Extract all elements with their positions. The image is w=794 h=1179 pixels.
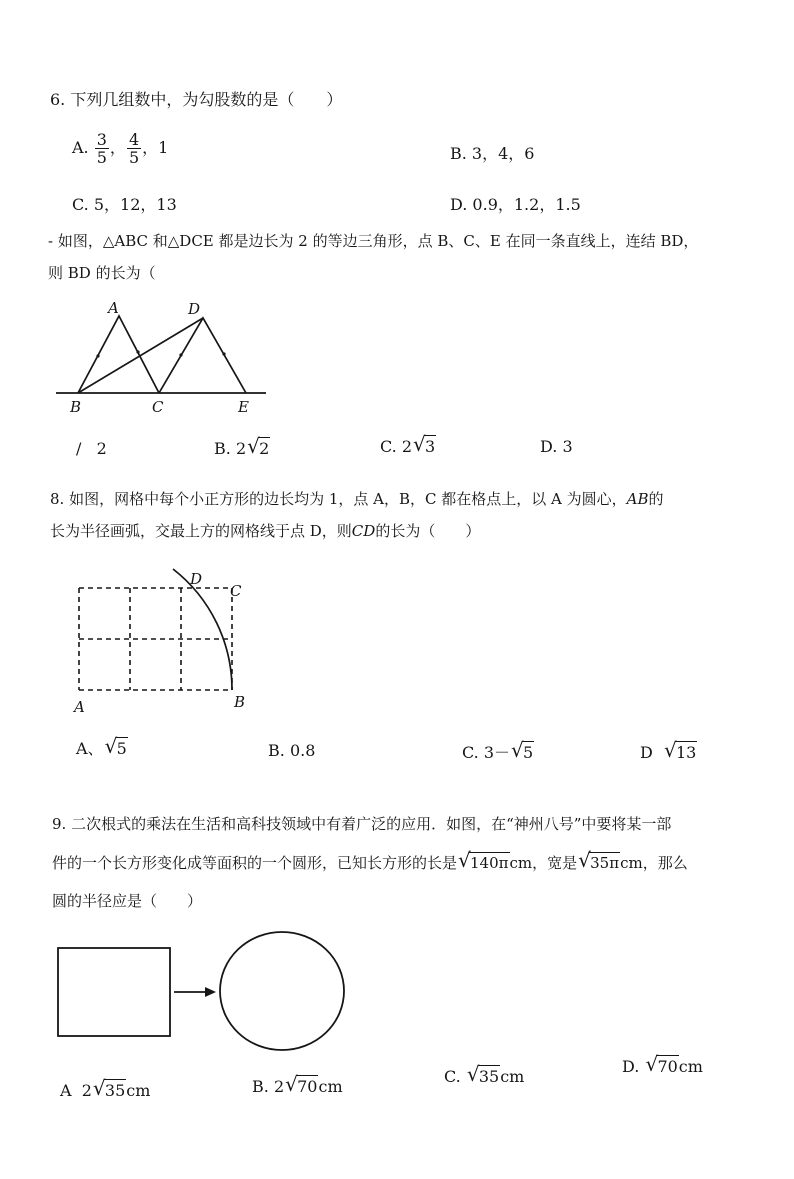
q8-option-b: B. 0.8 [268, 741, 316, 760]
q9-option-b: B. 2 √ 70cm [252, 1072, 343, 1096]
q9-stem-line1: 9. 二次根式的乘法在生活和高科技领域中有着广泛的应用．如图，在“神州八号”中要将某一部 [52, 815, 672, 833]
q6-stem: 6. 下列几组数中，为勾股数的是（ ） [50, 90, 343, 109]
q8-option-c: C. 3－ √ 5 [462, 738, 534, 762]
radical: √ 140π [458, 848, 509, 872]
radical: √ 5 [104, 734, 127, 758]
label-e: E [238, 398, 249, 416]
radical: √ 35π [578, 848, 620, 872]
q6-option-b: B. 3，4，6 [450, 144, 535, 163]
q7-option-a: / 2 [76, 439, 107, 458]
q7-stem-line2: 则 BD 的长为（ [48, 264, 156, 282]
radical: √ 35 [466, 1062, 500, 1086]
fraction: $\frac{4}{5}$ [128, 130, 140, 167]
tick-mark [179, 353, 182, 356]
radical: √ 2 [247, 434, 270, 458]
label-d: D [188, 300, 201, 318]
fraction: $\frac{3}{5}$ [96, 130, 107, 167]
q9-stem-line2: 件的一个长方形变化成等面积的一个圆形，已知长方形的长是 √ 140πcm，宽是 √ 35πcm，那么 [52, 848, 688, 872]
q8-option-a: A、 √ 5 [76, 734, 127, 758]
q7-option-c: C. 2 √ 3 [380, 432, 436, 456]
label-b: B [234, 693, 246, 711]
radical: √ 3 [413, 432, 436, 456]
q9-stem-line3: 圆的半径应是（ ） [52, 892, 203, 910]
arrow-right-icon [205, 987, 216, 997]
circle [220, 932, 344, 1050]
q8-option-d: D √ 13 [640, 738, 697, 762]
triangle-abc [78, 316, 159, 393]
radical: √ 70 [645, 1052, 678, 1076]
q7-option-b: B. 2 √ 2 [214, 434, 270, 458]
option-letter: A. [72, 138, 89, 157]
q7-option-d: D. 3 [540, 437, 573, 456]
arc [173, 569, 232, 690]
rectangle [58, 948, 170, 1036]
q7-triangle-figure [48, 294, 278, 418]
triangle-dce [159, 318, 246, 393]
tick-mark [96, 354, 99, 357]
radical: √ 5 [511, 738, 534, 762]
q9-rectangle-circle-figure [52, 930, 352, 1054]
q6-option-a: A. $\frac{3}{5}$ ， $\frac{4}{5}$ ，1 [72, 130, 169, 167]
radical: √ 13 [664, 738, 697, 762]
tick-mark [222, 352, 225, 355]
label-c: C [230, 582, 242, 600]
label-b: B [70, 398, 82, 416]
label-a: A [74, 698, 85, 716]
grid [79, 588, 232, 690]
q9-option-a: A 2 √ 35cm [60, 1076, 151, 1100]
q7-stem-line1: ‐ 如图，△ABC 和△DCE 都是边长为 2 的等边三角形，点 B、C、E 在同一条直线上，连结 BD， [48, 232, 699, 250]
q8-stem-line2: 长为半径画弧，交最上方的网格线于点 D，则CD的长为（ ） [50, 522, 481, 540]
q8-stem-line1: 8. 如图，网格中每个小正方形的边长均为 1，点 A，B，C 都在格点上，以 A 为圆心，AB的 [50, 490, 664, 508]
radical: √ 70 [285, 1072, 318, 1096]
q9-option-d: D. √ 70cm [622, 1052, 703, 1076]
label-d: D [190, 570, 203, 588]
q6-option-c: C. 5，12，13 [72, 195, 177, 214]
label-a: A [108, 299, 119, 317]
label-c: C [152, 398, 164, 416]
q9-option-c: C. √ 35cm [444, 1062, 525, 1086]
radical: √ 35 [92, 1076, 126, 1100]
q6-option-d: D. 0.9，1.2，1.5 [450, 195, 581, 214]
q8-grid-figure [66, 566, 256, 716]
tick-mark [136, 350, 139, 353]
